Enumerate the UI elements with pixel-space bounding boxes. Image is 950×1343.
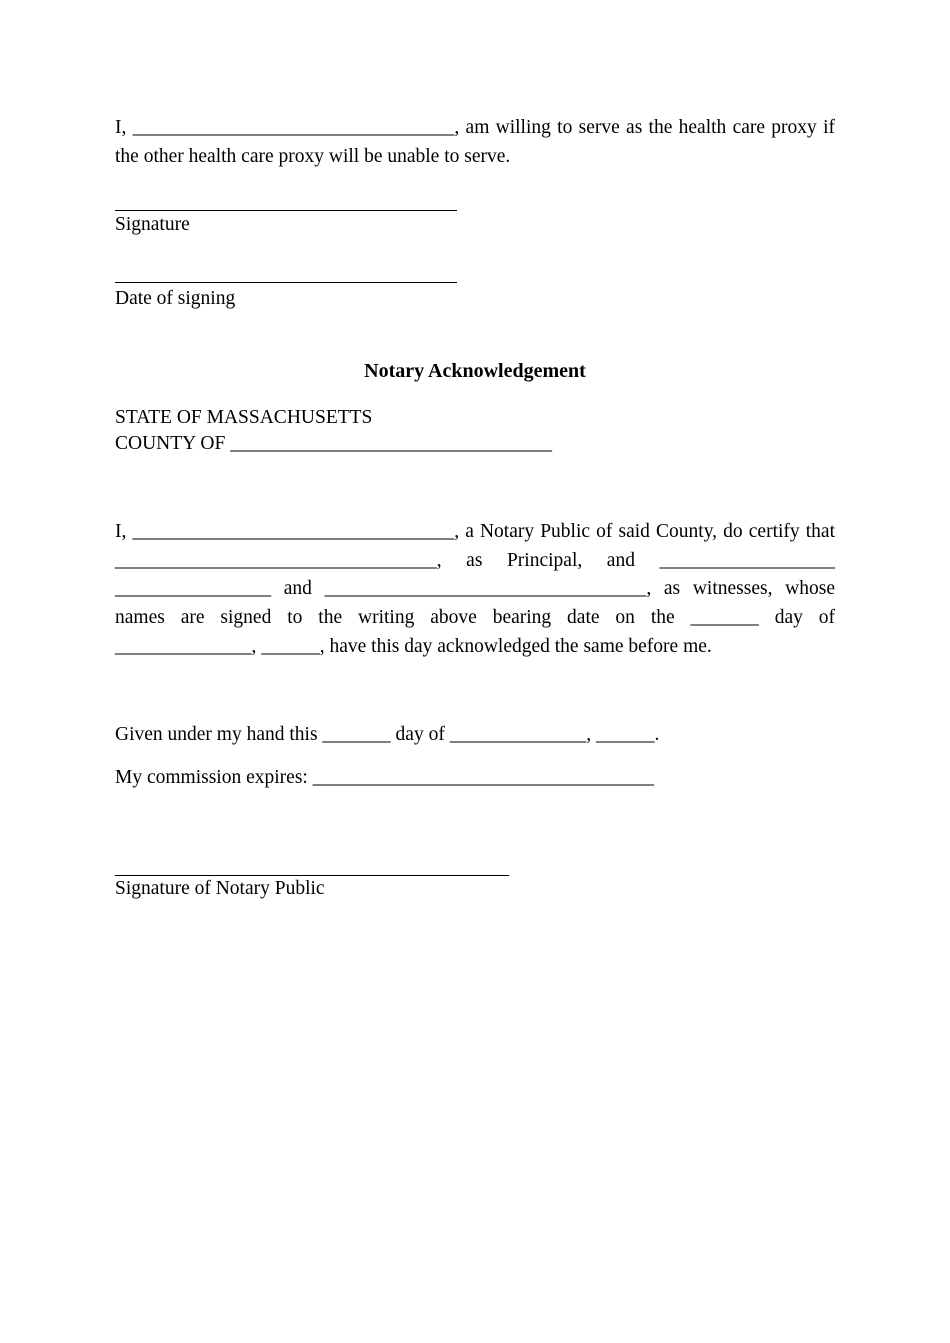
signature-line — [115, 210, 457, 211]
state-line: STATE OF MASSACHUSETTS — [115, 407, 373, 428]
given-under-hand-text: Given under my hand this _______ day of ______________, ______. — [115, 724, 660, 745]
given-under-hand-line — [115, 722, 835, 748]
date-of-signing-line — [115, 282, 457, 283]
proxy-willing-paragraph: I, _________________________________, am willing to serve as the health care proxy if the other health care proxy will be unable to serve. — [115, 117, 835, 167]
notary-certify-paragraph: I, _________________________________, a Notary Public of said County, do certify that _________________________________, as Principal, and __________________ ________________ and _________________________________, as witnesses, whose names are signed to the writing above bearing date on the _______ day of ______________, ______, have this day acknowledged the same before me. — [115, 521, 835, 657]
commission-expires-line — [115, 765, 835, 791]
date-of-signing-label: Date of signing — [115, 288, 236, 309]
commission-expires-text: My commission expires: ___________________________________ — [115, 767, 654, 788]
county-line: COUNTY OF _________________________________ — [115, 433, 552, 454]
notary-signature-label: Signature of Notary Public — [115, 878, 325, 899]
signature-label: Signature — [115, 214, 190, 235]
venue-block — [115, 405, 835, 457]
notary-acknowledgement-title: Notary Acknowledgement — [364, 360, 586, 382]
